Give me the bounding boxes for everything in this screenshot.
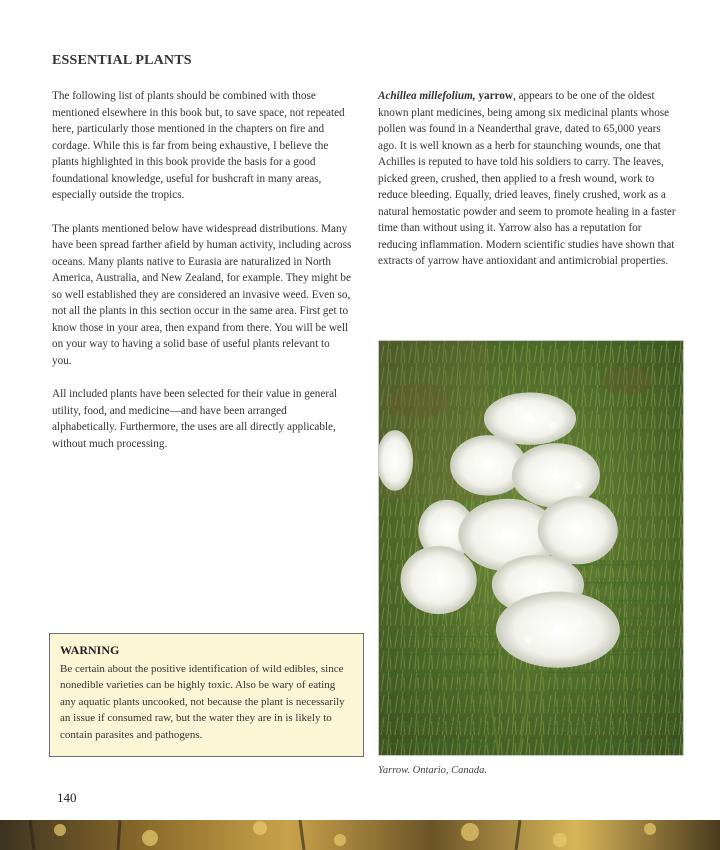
section-heading: ESSENTIAL PLANTS — [52, 53, 192, 68]
left-column — [52, 88, 352, 469]
autumn-foliage-illustration — [0, 820, 720, 850]
yarrow-text: , appears to be one of the oldest known plant medicines, being among six medicinal plants whose pollen was found in a Neanderthal grave, dated to 65,000 years ago. It is well known as a herb for staunching wounds, one that Achilles is reputed to have told his soldiers to carry. The leaves, picked green, crushed, then applied to a fresh wound, work to reduce bleeding. Equally, dried leaves, finely crushed, work as a natural hemostatic powder and seem to promote healing in a faster time than without using it. Yarrow also has a reputation for reducing inflammation. Modern scientific studies have shown that extracts of yarrow have antioxidant and antimicrobial properties. — [378, 90, 676, 267]
photo-caption: Yarrow. Ontario, Canada. — [378, 765, 488, 776]
warning-text: Be certain about the positive identification of wild edibles, since nonedible varieties can be highly toxic. Also be wary of eating any aquatic plants uncooked, not because the plant is necessarily an issue if consumed raw, but the water they are in is likely to contain parasites and pathogens. — [60, 663, 345, 741]
paragraph: The plants mentioned below have widespread distributions. Many have been spread farther afield by human activity, including across oceans. Many plants native to Eurasia are naturalized in North America, Australia, and New Zealand, for example. They might be so well established they are considered an invasive weed. Even so, not all the plants in this section occur in the same area. First get to know those in your area, then expand from there. You will be well on your way to having a solid base of useful plants relevant to you. — [52, 222, 352, 367]
warning-title: WARNING — [60, 643, 120, 657]
common-name: yarrow — [475, 90, 513, 102]
latin-name: Achillea millefolium, — [378, 90, 476, 102]
yarrow-illustration — [379, 341, 683, 755]
warning-box — [49, 633, 364, 757]
right-column — [378, 88, 678, 287]
page-number: 140 — [57, 790, 77, 805]
bottom-decorative-strip — [0, 820, 720, 850]
paragraph: The following list of plants should be combined with those mentioned elsewhere in this book but, to save space, not repeated here, particularly those mentioned in the chapters on fire and cordage. While this is far from being exhaustive, I believe the plants highlighted in this book provide the basis for a good foundational knowledge, useful for bushcraft in many areas, especially outside the tropics. — [52, 90, 345, 201]
paragraph: All included plants have been selected for their value in general utility, food, and medicine—and have been arranged alphabetically. Furthermore, the uses are all directly applicable, without much processing. — [52, 388, 338, 450]
yarrow-photo — [378, 340, 684, 756]
yarrow-paragraph — [378, 88, 678, 270]
